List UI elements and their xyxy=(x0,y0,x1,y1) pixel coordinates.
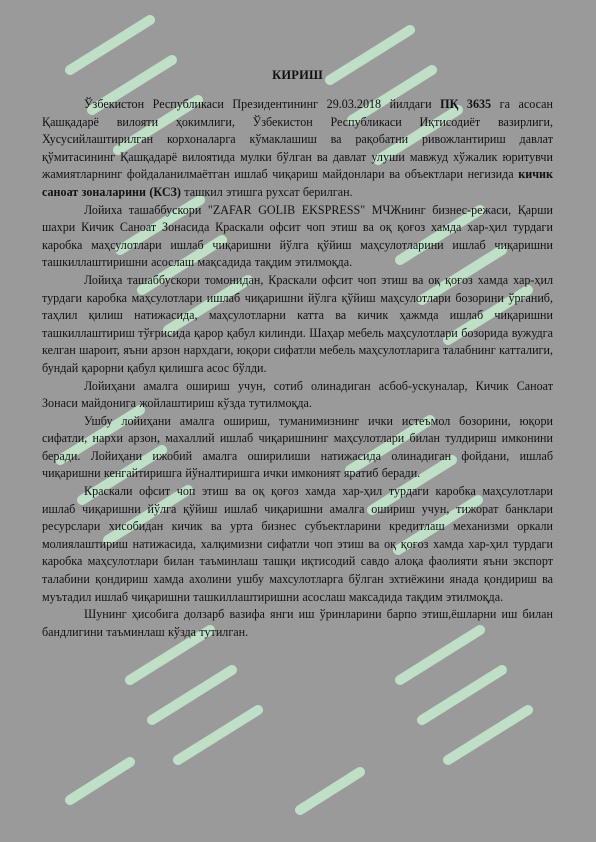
bold-text-run: ПҚ 3635 xyxy=(440,97,492,111)
text-run: Ўзбекистон Республикаси Президентининг 29.03.2018 йилдаги xyxy=(84,97,441,111)
body-paragraph xyxy=(42,96,553,202)
body-paragraph xyxy=(42,606,553,641)
watermark-mark xyxy=(70,762,360,810)
text-run: Лойиха ташаббускори "ZAFAR GOLIB EKSPRESS" МЧЖнинг бизнес-режаси, Қарши шахри Кичик Саноат Зонасида Краскали офсит чоп этиш ва оқ қоғоз хамда хар-ҳил турдаги каробка маҳсулотлари ишлаб чиқаришни йўлга қўйиш маҳсулотларини ишлаб чиқаришни ташкиллаштиришни асослаш мақсадида тақдим этилмоқда. xyxy=(42,202,553,270)
text-run: Шунинг ҳисобига долзарб вазифа янги иш ўринларини барпо этиш,ёшларни иш билан бандлигини таъминлаш кўзда тутилган. xyxy=(42,607,553,639)
text-run: Краскали офсит чоп этиш ва оқ қоғоз хамда хар-ҳил турдаги каробка маҳсулотлари ишлаб чиқаришни йўлга қўйиш ишлаб чиқаришни амалга ошириш учун, тижорат банклари ресурслари хисобидан кичик ва урта бизнес субъектларини кредитлаш механизми оркали молиялаштириш натижасида, халқимизни сифатли чоп этиш ва оқ қоғоз хамда хар-ҳил турдаги каробка маҳсулотлари билан таъминлаш ташқи иқтисодий савдо алоқа фаолияти яъни экспорт талабини қондириш хамда ахолини ушбу махсулотларга бўлган эхтиёжини янада қондириш ва муътадил ишлаб чиқаришни ташкиллаштиришни асослаш максадида тақдим этилмоқда. xyxy=(42,484,553,604)
text-run: Лойиҳа ташаббускори томонидан, Краскали офсит чоп этиш ва оқ қоғоз хамда хар-ҳил турдаги каробка маҳсулотлари ишлаб чиқаришни йўлга қўйиш маҳсулотлари бозорини ўрганиб, таҳлил қилиш натижасида, маҳсулотларни катта ва кичик ҳажмда ишлаб чиқаришни ташкиллаштириш тўғрисида қарор қабул килинди. Шаҳар мебель маҳсулотлари бозорида вужудга келган шароит, яъни арзон нархдаги, юқори сифатли мебель маҳсулотларига талабнинг катталиги, бундай қарорни қабул қилишга асос бўлди. xyxy=(42,272,553,375)
text-run: Лойиҳани амалга ошириш учун, сотиб олинадиган асбоб-ускуналар, Кичик Саноат Зонаси майдонига жойлаштириш кўзда тутилмоқда. xyxy=(42,378,553,411)
document-body xyxy=(42,96,553,641)
document-content xyxy=(42,68,553,641)
body-paragraph xyxy=(42,272,553,378)
text-run: ташкил этишга рухсат берилган. xyxy=(180,184,353,199)
body-paragraph xyxy=(42,483,553,606)
text-run: Ушбу лойиҳани амалга ошириш, туманимизнинг ички истеъмол бозорини, юқори сифатли, нархи арзон, махаллий ишлаб чиқаришнинг маҳсулотлари билан тулдириш имконини беради. Лойиҳани ижобий амалга оширилиши натижасида олинадиган фойдани, ишлаб чиқаришни кенгайтиришга йўналтиришга ички имконият яратиб беради. xyxy=(42,413,553,481)
bold-text-run: кичик саноат зоналарини (КСЗ) xyxy=(42,167,553,199)
body-paragraph xyxy=(42,378,553,413)
text-run: га асосан Қашқадарё вилояти ҳокимлиги, Ўзбекистон Республикаси Иқтисодиёт вазирлиги, Хусусийлаштирилган корхоналарга кўмаклашиш ва рақобатни ривожлантириш давлат қўмитасининг Қашқадарё вилоятида мулки бўлган ва давлат улуши мавжуд хўжалик юритувчи жамиятларнинг фойдаланилмаётган ишлаб чиқариш майдонлари ва объектлари негизида xyxy=(42,97,553,182)
body-paragraph xyxy=(42,202,553,272)
watermark-mark xyxy=(130,630,258,760)
watermark-mark xyxy=(400,630,528,760)
document-title: КИРИШ xyxy=(272,68,323,82)
body-paragraph xyxy=(42,413,553,483)
